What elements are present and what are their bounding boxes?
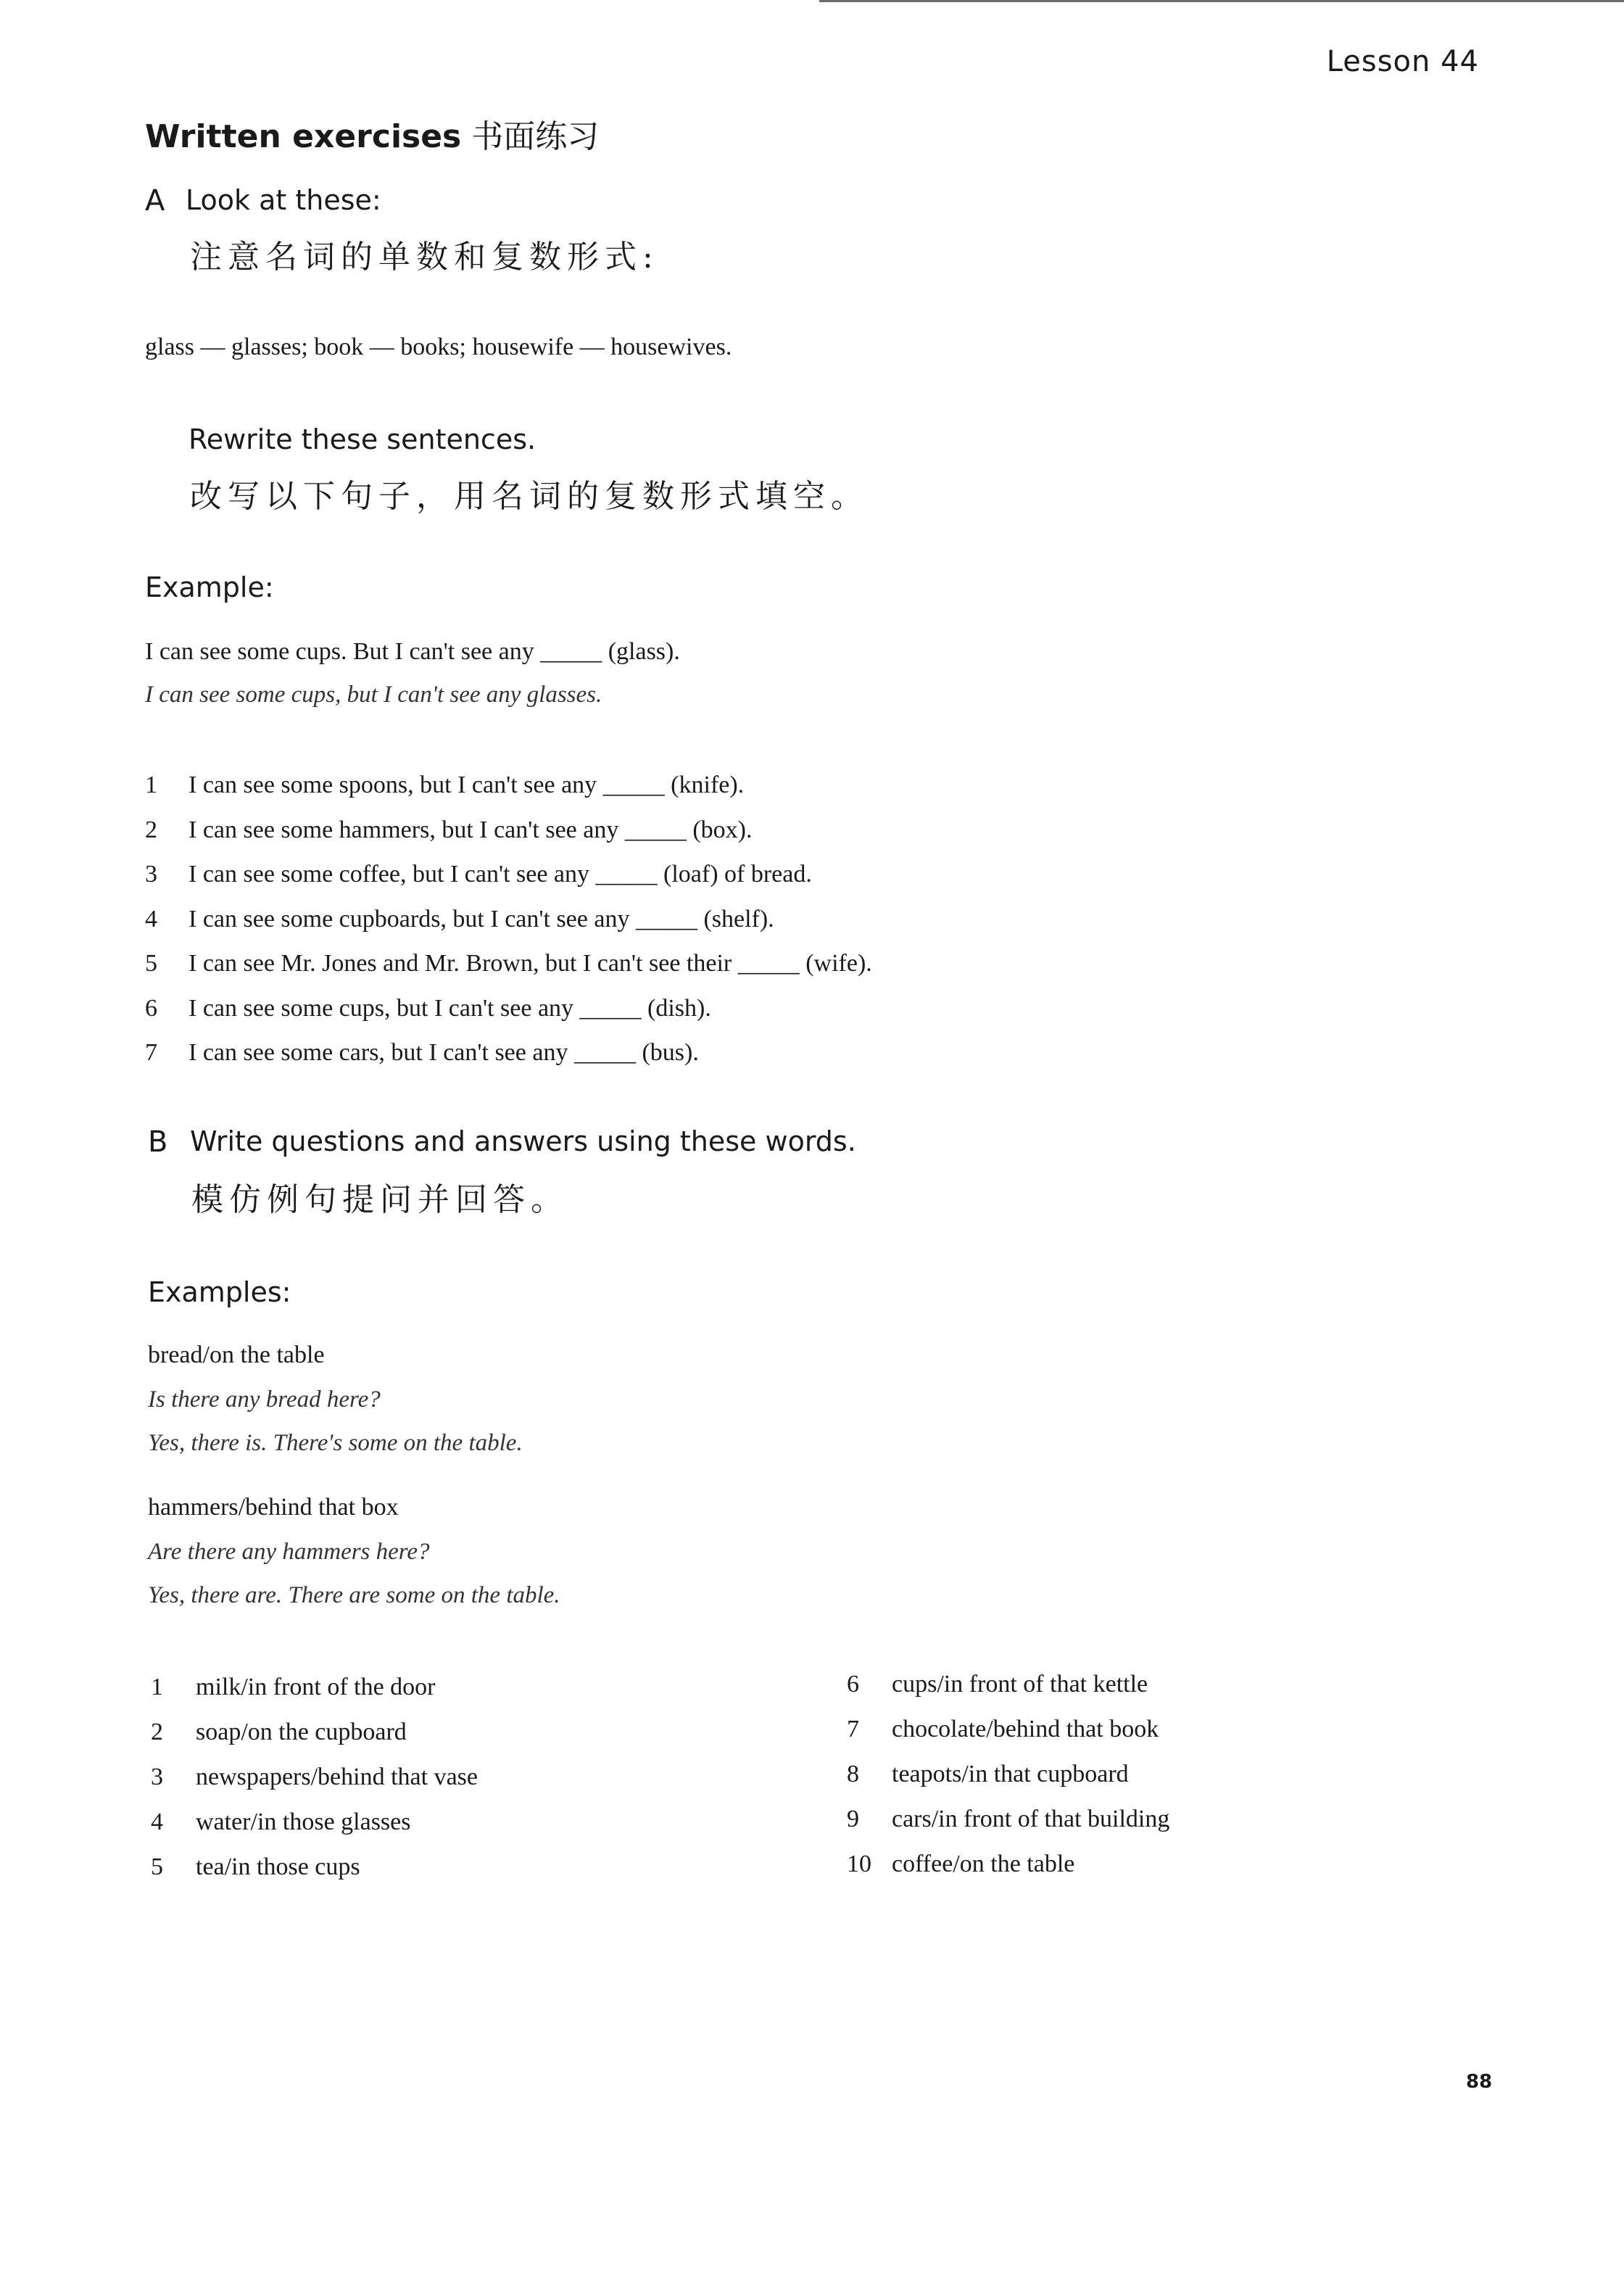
list-item: 2 I can see some hammers, but I can't see any _____ (box). (145, 816, 753, 843)
example-prompt: I can see some cups. But I can't see any _____ (glass). (145, 638, 680, 665)
example-2-prompt: hammers/behind that box (148, 1494, 399, 1521)
list-item: 6 I can see some cups, but I can't see any _____ (dish). (145, 994, 711, 1022)
page-title (145, 110, 599, 157)
list-item: 4 I can see some cupboards, but I can't see any _____ (shelf). (145, 905, 774, 933)
list-item: 8 teapots/in that cupboard (847, 1761, 1129, 1787)
plural-pairs: glass — glasses; book — books; housewife — housewives. (145, 334, 732, 360)
rewrite-instruction-zh: 改写以下句子，用名词的复数形式填空。 (190, 478, 869, 515)
examples-label: Examples: (148, 1276, 291, 1308)
list-item: 7 chocolate/behind that book (847, 1716, 1159, 1742)
scan-edge-line (819, 0, 1624, 2)
lesson-label: Lesson 44 (1326, 45, 1479, 78)
title-zh: 书面练习 (471, 118, 600, 155)
list-item: 6 cups/in front of that kettle (847, 1671, 1148, 1698)
section-a-letter: A (145, 184, 165, 218)
list-item: 10 coffee/on the table (847, 1851, 1075, 1877)
example-label: Example: (145, 571, 274, 603)
example-2-question: Are there any hammers here? (148, 1539, 430, 1565)
list-item: 1 I can see some spoons, but I can't see any _____ (knife). (145, 772, 745, 798)
list-item: 5 tea/in those cups (151, 1853, 360, 1880)
rewrite-instruction: Rewrite these sentences. (188, 423, 536, 455)
section-a-instruction-zh: 注意名词的单数和复数形式: (190, 239, 659, 276)
example-1-answer: Yes, there is. There's some on the table. (148, 1430, 523, 1456)
section-b-list-right (847, 1671, 1169, 1895)
example-answer: I can see some cups, but I can't see any glasses. (145, 682, 602, 708)
example-1-question: Is there any bread here? (148, 1386, 381, 1413)
list-item: 3 I can see some coffee, but I can't see any _____ (loaf) of bread. (145, 861, 812, 888)
section-a-instruction: Look at these: (186, 184, 381, 216)
list-item: 5 I can see Mr. Jones and Mr. Brown, but I can't see their _____ (wife). (145, 950, 872, 977)
example-1-prompt: bread/on the table (148, 1341, 325, 1368)
list-item: 3 newspapers/behind that vase (151, 1764, 478, 1790)
section-b-letter: B (148, 1125, 168, 1159)
section-b-instruction-zh: 模仿例句提问并回答。 (191, 1181, 568, 1218)
list-item: 4 water/in those glasses (151, 1808, 411, 1835)
section-a-list (145, 772, 872, 1084)
section-b-list-left (151, 1674, 478, 1898)
list-item: 9 cars/in front of that building (847, 1806, 1170, 1832)
list-item: 2 soap/on the cupboard (151, 1719, 407, 1745)
section-b-instruction: Write questions and answers using these words. (190, 1125, 856, 1157)
example-2-answer: Yes, there are. There are some on the table. (148, 1582, 560, 1608)
page-number: 88 (1466, 2071, 1493, 2093)
title-en: Written exercises (145, 118, 462, 155)
list-item: 1 milk/in front of the door (151, 1674, 436, 1700)
list-item: 7 I can see some cars, but I can't see any _____ (bus). (145, 1039, 699, 1066)
